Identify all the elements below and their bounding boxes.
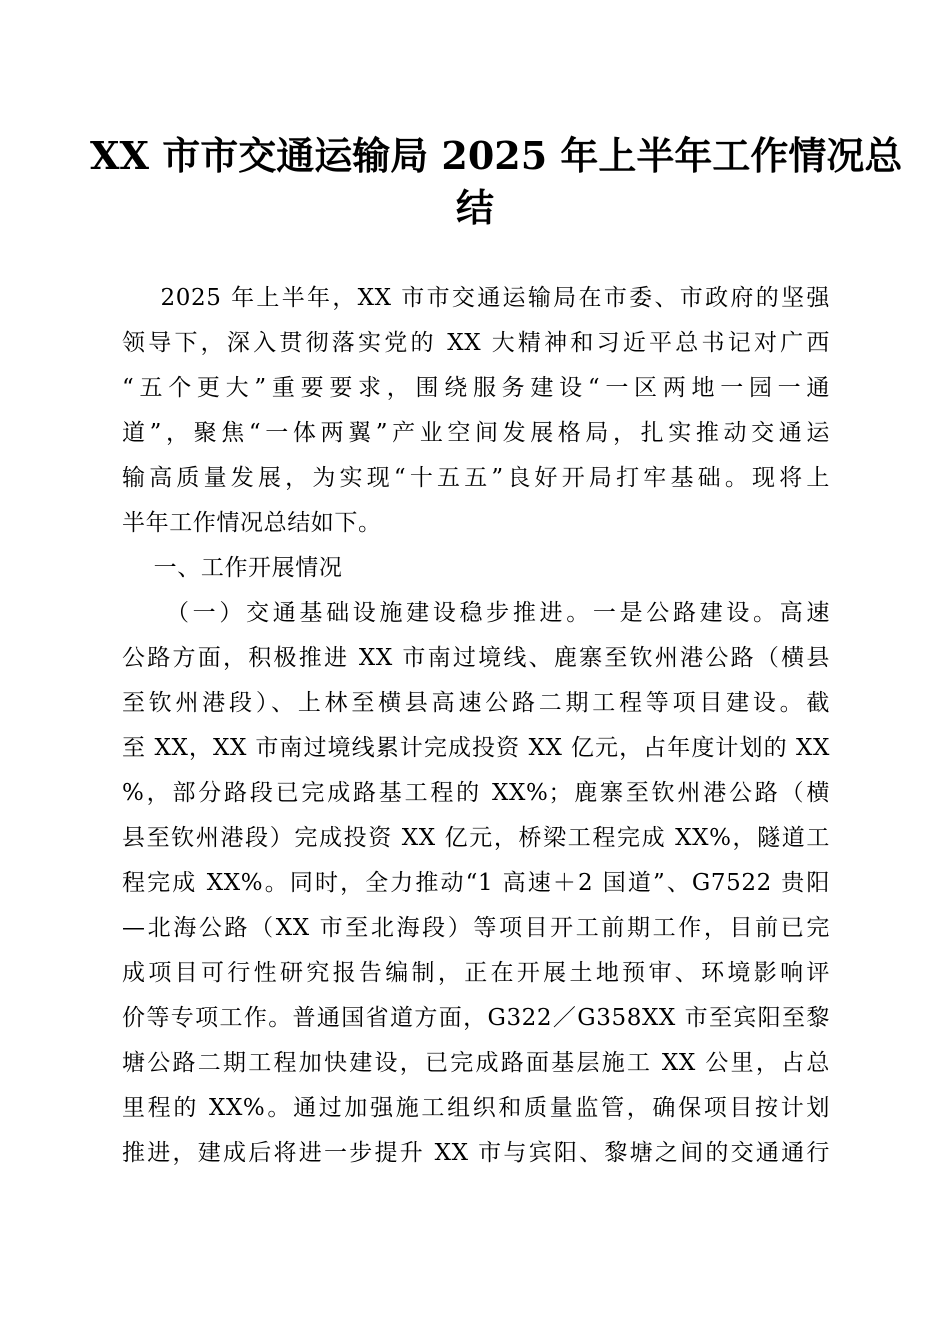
intro-line-2: 领导下，深入贯彻落实党的 XX 大精神和习近平总书记对广西 [122, 330, 830, 356]
title-line-1: XX 市市交通运输局 2025 年上半年工作情况总 [90, 133, 903, 178]
section-line-2: 公路方面，积极推进 XX 市南过境线、鹿寨至钦州港公路（横县 [122, 645, 830, 671]
document-title [90, 130, 903, 234]
section-line-13: 推进，建成后将进一步提升 XX 市与宾阳、黎塘之间的交通通行 [122, 1140, 830, 1166]
section-line-7: 程完成 XX%。同时，全力推动“1 高速＋2 国道”、G7522 贵阳 [122, 870, 830, 896]
title-line-2: 结 [455, 185, 494, 230]
section-line-6: 县至钦州港段）完成投资 XX 亿元，桥梁工程完成 XX%，隧道工 [122, 825, 830, 851]
section-line-1: （一）交通基础设施建设稳步推进。一是公路建设。高速 [122, 600, 830, 626]
intro-line-4: 道”，聚焦“一体两翼”产业空间发展格局，扎实推动交通运 [122, 420, 830, 446]
document-body [122, 276, 830, 1176]
intro-line-5: 输高质量发展，为实现“十五五”良好开局打牢基础。现将上 [122, 465, 830, 491]
section-line-12: 里程的 XX%。通过加强施工组织和质量监管，确保项目按计划 [122, 1095, 830, 1121]
section-line-8: —北海公路（XX 市至北海段）等项目开工前期工作，目前已完 [122, 915, 830, 941]
section-heading: 一、工作开展情况 [122, 555, 343, 581]
section-line-11: 塘公路二期工程加快建设，已完成路面基层施工 XX 公里，占总 [122, 1050, 830, 1076]
section-line-4: 至 XX，XX 市南过境线累计完成投资 XX 亿元，占年度计划的 XX [122, 735, 830, 761]
section-line-10: 价等专项工作。普通国省道方面，G322／G358XX 市至宾阳至黎 [122, 1005, 830, 1031]
intro-line-3: “五个更大”重要要求，围绕服务建设“一区两地一园一通 [122, 375, 830, 401]
section-line-5: %，部分路段已完成路基工程的 XX%；鹿寨至钦州港公路（横 [122, 780, 830, 806]
intro-line-6: 半年工作情况总结如下。 [122, 510, 382, 536]
section-line-9: 成项目可行性研究报告编制，正在开展土地预审、环境影响评 [122, 960, 830, 986]
section-line-3: 至钦州港段）、上林至横县高速公路二期工程等项目建设。截 [122, 690, 830, 716]
intro-line-1: 2025 年上半年，XX 市市交通运输局在市委、市政府的坚强 [122, 285, 830, 311]
